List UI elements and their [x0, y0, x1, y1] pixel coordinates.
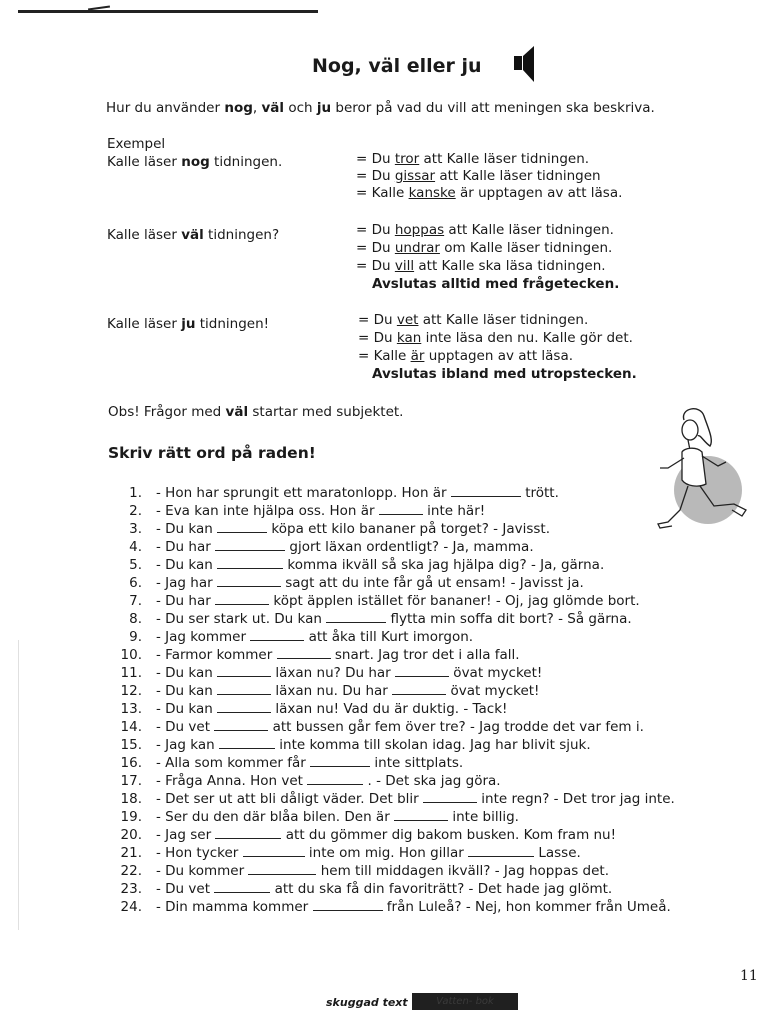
exercise-sentence: [156, 898, 671, 916]
answer-blank[interactable]: [394, 808, 448, 821]
exercise-number: 18.: [120, 791, 142, 807]
obs-note: Obs! Frågor med väl startar med subjektet.: [108, 404, 404, 420]
exercise-sentence: [156, 556, 604, 574]
exercise-text-part: - Du har: [156, 539, 216, 555]
margin-line: [18, 640, 19, 930]
exercise-number: 22.: [120, 863, 142, 879]
example-line: = Du vill att Kalle ska läsa tidningen.: [356, 258, 606, 274]
exercise-row: [112, 556, 752, 574]
exercise-text-part: - Du kan: [156, 665, 218, 681]
exercise-text-part: - Hon tycker: [156, 845, 243, 861]
exercise-row: [112, 538, 752, 556]
exercise-number: 9.: [129, 629, 142, 645]
exercise-number: 19.: [120, 809, 142, 825]
exercise-number: 24.: [120, 899, 142, 915]
exercise-text-part: - Du vet: [156, 719, 215, 735]
exercise-sentence: [156, 520, 550, 538]
example-line: = Du tror att Kalle läser tidningen.: [356, 151, 590, 167]
exercise-sentence: [156, 880, 612, 898]
exercise-number: 21.: [120, 845, 142, 861]
answer-blank[interactable]: [217, 574, 281, 587]
page-title: Nog, väl eller ju: [312, 55, 482, 77]
exercise-heading: Skriv rätt ord på raden!: [108, 444, 316, 462]
exercise-sentence: [156, 790, 675, 808]
answer-blank[interactable]: [215, 826, 281, 839]
example-line: = Du kan inte läsa den nu. Kalle gör det.: [358, 330, 633, 346]
exercise-number: 23.: [120, 881, 142, 897]
answer-blank[interactable]: [219, 736, 275, 749]
exercise-sentence: [156, 808, 519, 826]
exercise-text-part: - Du vet: [156, 881, 215, 897]
exercise-text-part: inte om mig. Hon gillar: [304, 845, 469, 861]
exercise-text-part: att du gömmer dig bakom busken. Kom fram nu!: [281, 827, 617, 843]
top-rule: [18, 10, 318, 13]
answer-blank[interactable]: [243, 844, 305, 857]
example-line: = Kalle är upptagen av att läsa.: [358, 348, 574, 364]
exercise-text-part: läxan nu? Du har: [271, 665, 396, 681]
exercise-number: 10.: [120, 647, 142, 663]
exercise-row: [112, 844, 752, 862]
answer-blank[interactable]: [326, 610, 386, 623]
answer-blank[interactable]: [217, 556, 283, 569]
exercise-number: 15.: [120, 737, 142, 753]
exercise-sentence: [156, 718, 644, 736]
exercise-text-part: att åka till Kurt imorgon.: [304, 629, 474, 645]
exercise-text-part: inte komma till skolan idag. Jag har blivit sjuk.: [274, 737, 591, 753]
exercise-text-part: - Jag har: [156, 575, 217, 591]
answer-blank[interactable]: [468, 844, 534, 857]
answer-blank[interactable]: [392, 682, 446, 695]
example-note: Avslutas ibland med utropstecken.: [372, 366, 637, 382]
example-sentence-nog: Kalle läser nog tidningen.: [107, 154, 283, 170]
answer-blank[interactable]: [215, 538, 285, 551]
exercise-row: [112, 826, 752, 844]
answer-blank[interactable]: [217, 664, 271, 677]
footer-label: skuggad text: [326, 996, 408, 1009]
exercise-number: 17.: [120, 773, 142, 789]
exercise-row: [112, 484, 752, 502]
exercise-text-part: hem till middagen ikväll? - Jag hoppas det.: [316, 863, 609, 879]
exercise-text-part: - Du kommer: [156, 863, 249, 879]
exercise-text-part: - Hon har sprungit ett maratonlopp. Hon är: [156, 485, 451, 501]
exercise-text-part: - Du ser stark ut. Du kan: [156, 611, 327, 627]
intro-text: Hur du använder nog, väl och ju beror på vad du vill att meningen ska beskriva.: [106, 100, 655, 116]
exercise-number: 16.: [120, 755, 142, 771]
exercise-text-part: inte här!: [422, 503, 486, 519]
exercise-sentence: [156, 574, 584, 592]
exercise-row: [112, 754, 752, 772]
exercise-text-part: - Du kan: [156, 683, 218, 699]
exercise-sentence: [156, 862, 609, 880]
exercise-number: 1.: [129, 485, 142, 501]
example-line: = Kalle kanske är upptagen av att läsa.: [356, 185, 623, 201]
exercise-text-part: inte billig.: [448, 809, 519, 825]
exercise-text-part: - Du har: [156, 593, 216, 609]
exercise-sentence: [156, 682, 539, 700]
exercise-text-part: - Fråga Anna. Hon vet: [156, 773, 308, 789]
exercise-text-part: köpa ett kilo bananer på torget? - Javisst.: [267, 521, 550, 537]
exercise-text-part: övat mycket!: [446, 683, 540, 699]
exercise-text-part: - Du kan: [156, 557, 218, 573]
exercise-number: 5.: [129, 557, 142, 573]
answer-blank[interactable]: [313, 898, 383, 911]
exercise-text-part: - Du kan: [156, 521, 218, 537]
exercise-text-part: Lasse.: [534, 845, 581, 861]
exercise-text-part: - Din mamma kommer: [156, 899, 313, 915]
exercise-sentence: [156, 484, 559, 502]
exercise-sentence: [156, 646, 520, 664]
exercise-row: [112, 664, 752, 682]
exercise-text-part: trött.: [520, 485, 559, 501]
example-sentence-val: Kalle läser väl tidningen?: [107, 227, 280, 243]
exercise-number: 4.: [129, 539, 142, 555]
exercise-text-part: att du ska få din favoriträtt? - Det hade jag glömt.: [270, 881, 613, 897]
exercise-sentence: [156, 538, 534, 556]
exercise-row: [112, 880, 752, 898]
exercise-text-part: flytta min soffa dit bort? - Så gärna.: [386, 611, 632, 627]
exercise-text-part: läxan nu. Du har: [271, 683, 393, 699]
exercise-number: 13.: [120, 701, 142, 717]
exercise-sentence: [156, 610, 632, 628]
exercise-text-part: inte sittplats.: [370, 755, 464, 771]
exercise-text-part: från Luleå? - Nej, hon kommer från Umeå.: [382, 899, 671, 915]
exercise-number: 12.: [120, 683, 142, 699]
exercise-row: [112, 628, 752, 646]
answer-blank[interactable]: [423, 790, 477, 803]
exercise-row: [112, 790, 752, 808]
answer-blank[interactable]: [215, 592, 269, 605]
example-line: = Du undrar om Kalle läser tidningen.: [356, 240, 613, 256]
exercise-text-part: - Jag kommer: [156, 629, 251, 645]
example-note: Avslutas alltid med frågetecken.: [372, 276, 620, 292]
answer-blank[interactable]: [379, 502, 423, 515]
exercise-row: [112, 574, 752, 592]
exercise-text-part: - Ser du den där blåa bilen. Den är: [156, 809, 395, 825]
footer-box: Vatten- bok: [412, 993, 518, 1010]
exercise-text-part: köpt äpplen istället för bananer! - Oj, jag glömde bort.: [269, 593, 640, 609]
exercise-row: [112, 682, 752, 700]
answer-blank[interactable]: [250, 628, 304, 641]
exercise-number: 2.: [129, 503, 142, 519]
exercise-text-part: - Jag kan: [156, 737, 219, 753]
exercise-row: [112, 898, 752, 916]
exercise-row: [112, 862, 752, 880]
exercise-row: [112, 610, 752, 628]
example-line: = Du vet att Kalle läser tidningen.: [358, 312, 589, 328]
answer-blank[interactable]: [217, 520, 267, 533]
exercise-row: [112, 718, 752, 736]
exercise-text-part: snart. Jag tror det i alla fall.: [330, 647, 520, 663]
exercise-text-part: gjort läxan ordentligt? - Ja, mamma.: [285, 539, 534, 555]
exercise-text-part: läxan nu! Vad du är duktig. - Tack!: [271, 701, 508, 717]
answer-blank[interactable]: [307, 772, 363, 785]
answer-blank[interactable]: [214, 718, 268, 731]
exercise-text-part: - Det ser ut att bli dåligt väder. Det blir: [156, 791, 424, 807]
answer-blank[interactable]: [277, 646, 331, 659]
answer-blank[interactable]: [395, 664, 449, 677]
answer-blank[interactable]: [310, 754, 370, 767]
exercise-number: 20.: [120, 827, 142, 843]
exercise-text-part: övat mycket!: [449, 665, 543, 681]
exercise-row: [112, 772, 752, 790]
exercise-sentence: [156, 592, 640, 610]
exercise-sentence: [156, 736, 591, 754]
exercise-number: 14.: [120, 719, 142, 735]
speaker-icon[interactable]: [512, 44, 538, 84]
exercise-sentence: [156, 772, 501, 790]
exercise-text-part: komma ikväll så ska jag hjälpa dig? - Ja, gärna.: [283, 557, 605, 573]
answer-blank[interactable]: [451, 484, 521, 497]
exercise-text-part: - Farmor kommer: [156, 647, 277, 663]
exercise-row: [112, 700, 752, 718]
exercise-sentence: [156, 502, 485, 520]
exercise-row: [112, 502, 752, 520]
exercise-text-part: . - Det ska jag göra.: [363, 773, 501, 789]
exercise-number: 11.: [120, 665, 142, 681]
exercise-sentence: [156, 664, 542, 682]
exercise-row: [112, 736, 752, 754]
exercise-row: [112, 646, 752, 664]
answer-blank[interactable]: [217, 700, 271, 713]
exercise-text-part: att bussen går fem över tre? - Jag trodde det var fem i.: [268, 719, 644, 735]
exercise-number: 6.: [129, 575, 142, 591]
example-line: = Du hoppas att Kalle läser tidningen.: [356, 222, 614, 238]
example-line: = Du gissar att Kalle läser tidningen: [356, 168, 601, 184]
exercise-number: 7.: [129, 593, 142, 609]
page-number: 11: [740, 968, 758, 984]
answer-blank[interactable]: [248, 862, 316, 875]
answer-blank[interactable]: [217, 682, 271, 695]
exercise-list: [112, 484, 752, 916]
exercise-row: [112, 520, 752, 538]
exercise-sentence: [156, 628, 473, 646]
exercise-text-part: - Eva kan inte hjälpa oss. Hon är: [156, 503, 379, 519]
answer-blank[interactable]: [214, 880, 270, 893]
exercise-text-part: - Jag ser: [156, 827, 216, 843]
exercise-row: [112, 808, 752, 826]
exercise-text-part: sagt att du inte får gå ut ensam! - Javisst ja.: [280, 575, 584, 591]
example-label: Exempel: [107, 136, 166, 152]
exercise-text-part: - Du kan: [156, 701, 218, 717]
exercise-sentence: [156, 700, 507, 718]
example-sentence-ju: Kalle läser ju tidningen!: [107, 316, 270, 332]
exercise-number: 3.: [129, 521, 142, 537]
exercise-text-part: - Alla som kommer får: [156, 755, 311, 771]
exercise-row: [112, 592, 752, 610]
exercise-text-part: inte regn? - Det tror jag inte.: [477, 791, 675, 807]
exercise-sentence: [156, 844, 581, 862]
exercise-sentence: [156, 754, 463, 772]
exercise-number: 8.: [129, 611, 142, 627]
exercise-sentence: [156, 826, 616, 844]
